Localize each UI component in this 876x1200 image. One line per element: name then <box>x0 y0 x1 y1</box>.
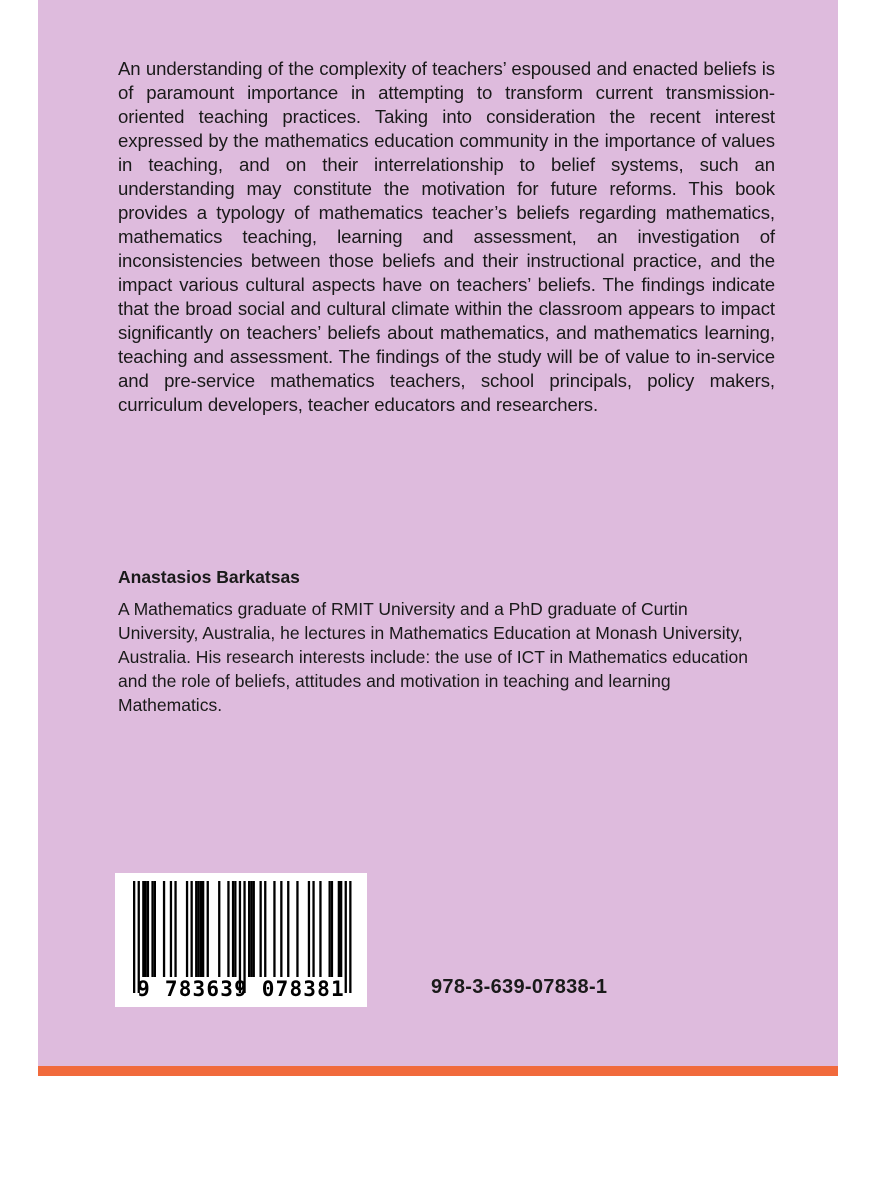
barcode-bar <box>280 881 282 977</box>
barcode-bar <box>154 881 156 977</box>
barcode <box>115 873 367 1007</box>
barcode-bar <box>147 881 149 977</box>
barcode-bar <box>319 881 321 977</box>
barcode-bar <box>264 881 266 977</box>
barcode-bar <box>234 881 236 977</box>
barcode-bar <box>308 881 310 977</box>
barcode-bar <box>145 881 147 977</box>
barcode-bar <box>202 881 204 977</box>
barcode-bar <box>253 881 255 977</box>
barcode-bar <box>191 881 193 977</box>
barcode-bar <box>218 881 220 977</box>
barcode-bar <box>250 881 252 977</box>
barcode-bar <box>227 881 229 977</box>
barcode-bar <box>200 881 202 977</box>
isbn-number: 978-3-639-07838-1 <box>431 976 608 998</box>
barcode-bar <box>142 881 144 977</box>
author-bio: A Mathematics graduate of RMIT University and a PhD graduate of Curtin University, Australia, he lectures in Mathematics Education at Monash University, Australia. His research interests include: the use of ICT in Mathematics education and the role of beliefs, attitudes and motivation in teaching and learning Mathematics. <box>118 599 748 715</box>
barcode-bar <box>287 881 289 977</box>
barcode-bar <box>338 881 340 977</box>
book-description: An understanding of the complexity of teachers’ espoused and enacted beliefs is of paramount importance in attempting to transform current transmission-oriented teaching practices. Taking into consideration the recent interest expressed by the mathematics education community in the importance of values in teaching, and on their interrelationship to belief systems, such an understanding may constitute the motivation for future reforms. This book provides a typology of mathematics teacher’s beliefs regarding mathematics, mathematics teaching, learning and assessment, an investigation of inconsistencies between those beliefs and their instructional practice, and the impact various cultural aspects have on teachers’ beliefs. The findings indicate that the broad social and cultural climate within the classroom appears to impact significantly on teachers’ beliefs about mathematics, and mathematics learning, teaching and assessment. The findings of the study will be of value to in-service and pre-service mathematics teachers, school principals, policy makers, curriculum developers, teacher educators and researchers. <box>118 58 775 415</box>
barcode-bar <box>329 881 331 977</box>
barcode-bar <box>260 881 262 977</box>
barcode-bar <box>207 881 209 977</box>
barcode-bar <box>331 881 333 977</box>
barcode-bar <box>273 881 275 977</box>
barcode-bar <box>170 881 172 977</box>
accent-strip <box>38 1066 838 1076</box>
barcode-bar <box>151 881 153 977</box>
barcode-bar <box>312 881 314 977</box>
barcode-bar <box>163 881 165 977</box>
barcode-bar <box>340 881 342 977</box>
author-name: Anastasios Barkatsas <box>118 567 300 587</box>
barcode-bar <box>296 881 298 977</box>
barcode-bar <box>186 881 188 977</box>
barcode-bar <box>197 881 199 977</box>
barcode-bar <box>248 881 250 977</box>
barcode-bar <box>232 881 234 977</box>
barcode-bar <box>174 881 176 977</box>
barcode-bar <box>195 881 197 977</box>
barcode-digits: 9 783639 078381 <box>137 977 345 1001</box>
